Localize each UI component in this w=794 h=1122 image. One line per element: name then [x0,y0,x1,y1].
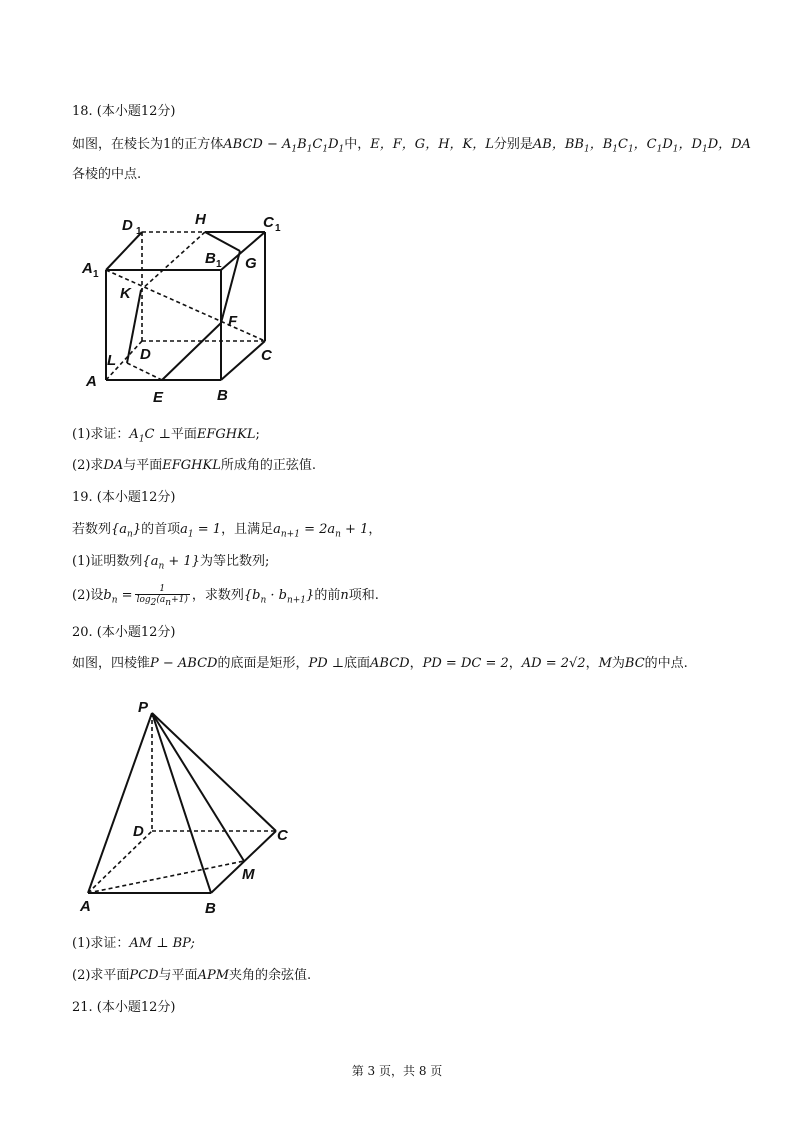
label-A-pyramid: A [80,898,91,915]
q20-part1: (1)求证：AM ⊥ BP; [72,936,195,951]
pyramid-figure [76,695,301,917]
label-M: M [242,866,255,883]
label-B1: B [205,250,216,267]
q19-stem: 若数列$\{a_n\}$的首项$a_1 = 1$，且满足$a_{n+1} = 2a_n + 1$， [72,522,382,540]
q18-header: 18. (本小题12分) [72,104,176,119]
label-D-pyramid: D [133,823,144,840]
label-C-pyramid: C [277,827,288,844]
q21-header: 21. (本小题12分) [72,1000,176,1015]
label-B-pyramid: B [205,900,216,917]
q18-stem-line2: 各棱的中点. [72,167,142,182]
q20-part2: (2)求平面PCD与平面APM夹角的余弦值. [72,968,312,983]
label-L: L [107,352,117,369]
label-C1: C [263,214,274,231]
q20-stem: 如图，四棱锥P − ABCD的底面是矩形，PD ⊥底面ABCD，PD = DC = 2，AD = 2√2，M为BC的中点. [72,656,688,671]
q20-header: 20. (本小题12分) [72,625,176,640]
label-D: D [140,346,151,363]
label-A: A [86,373,97,390]
cube-figure [78,205,298,410]
label-H: H [195,211,206,228]
q18-part2: (2)求DA与平面EFGHKL所成角的正弦值. [72,458,316,473]
page-footer: 第 3 页，共 8 页 [351,1064,443,1078]
label-D1-sub: 1 [136,226,142,237]
label-P: P [138,699,149,716]
label-C1-sub: 1 [275,223,281,234]
label-F: F [228,313,238,330]
label-K: K [120,285,131,302]
label-A1: A [82,260,93,277]
q18-stem-line1: 如图，在棱长为1的正方体ABCD − $A_1B_1C_1D_1$中，E，F，G，H，K，L分别是AB，$BB_1$，$B_1C_1$，$C_1D_1$，$D_1D$，DA [72,137,751,155]
label-D1: D [122,217,133,234]
q19-part1: (1)证明数列$\{a_n + 1\}$为等比数列; [72,554,270,572]
label-B: B [217,387,228,404]
label-G: G [245,255,257,272]
label-C: C [261,347,272,364]
q19-header: 19. (本小题12分) [72,490,176,505]
label-B1-sub: 1 [216,259,222,270]
q19-part2: (2)设$b_n$ = $\frac{1}{\log_2(a_n+1)}$ ，求数列$\{b_n \cdot b_{n+1}\}$的前n项和. [72,583,379,608]
label-E: E [153,389,164,406]
q18-part1: (1)求证：$A_1C$ ⊥平面EFGHKL; [72,427,260,445]
label-A1-sub: 1 [93,269,99,280]
